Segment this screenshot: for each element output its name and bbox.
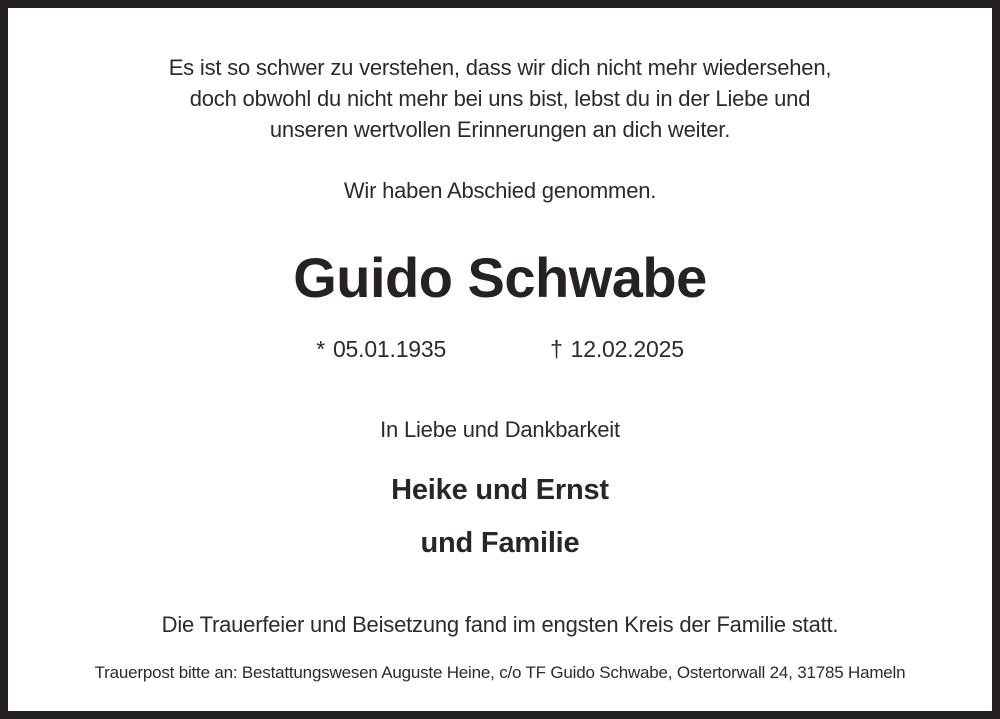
mourners [8, 464, 992, 570]
death-date-value: 12.02.2025 [570, 336, 684, 362]
dedication-line: In Liebe und Dankbarkeit [380, 417, 620, 442]
farewell-line: Wir haben Abschied genommen. [343, 178, 657, 203]
contact-note: Trauerpost bitte an: Bestattungswesen Auguste Heine, c/o TF Guido Schwabe, Ostertorwall 24, 31785 Hameln [94, 663, 906, 682]
funeral-note: Die Trauerfeier und Beisetzung fand im engsten Kreis der Familie statt. [161, 612, 839, 637]
birth-date [316, 334, 446, 364]
birth-date-value: 05.01.1935 [332, 336, 447, 362]
epigraph-line-3: unseren wertvollen Erinnerungen an dich weiter. [269, 117, 731, 142]
epigraph-line-1: Es ist so schwer zu verstehen, dass wir dich nicht mehr wiedersehen, [168, 55, 832, 80]
mourner-line-2: und Familie [420, 527, 580, 559]
epigraph [8, 52, 992, 145]
birth-asterisk-symbol: * [316, 336, 325, 362]
mourner-line-1: Heike und Ernst [391, 474, 609, 506]
deceased-name: Guido Schwabe [293, 246, 707, 309]
death-cross-symbol: † [550, 336, 563, 362]
death-date [550, 334, 684, 364]
life-dates [8, 334, 992, 364]
epigraph-line-2: doch obwohl du nicht mehr bei uns bist, lebst du in der Liebe und [189, 86, 811, 111]
